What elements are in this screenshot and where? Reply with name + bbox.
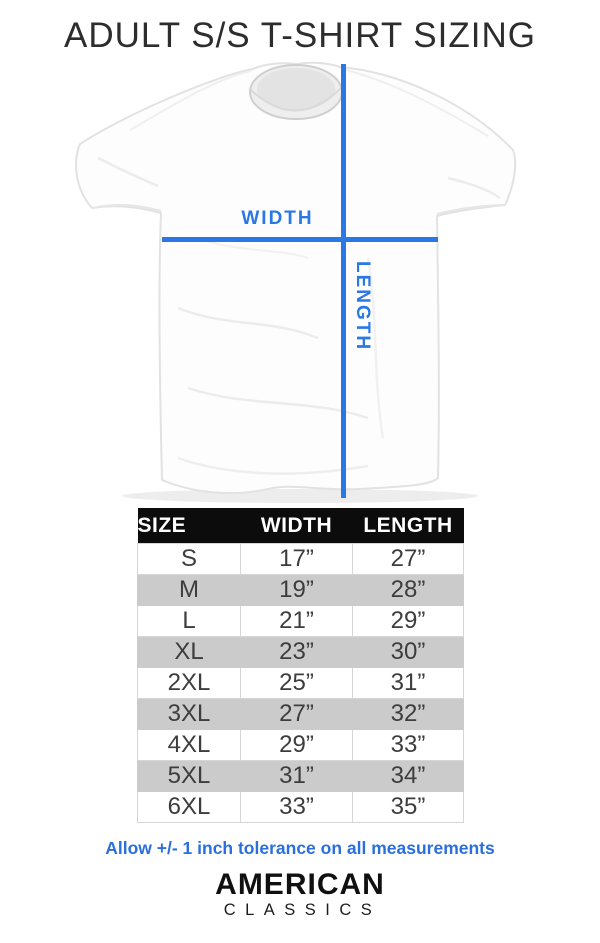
size-chart-table (137, 508, 464, 823)
length-measure-line (341, 64, 346, 498)
size-cell: 2XL (138, 668, 241, 699)
size-cell: M (138, 575, 241, 606)
length-cell: 35” (353, 792, 464, 823)
size-chart-header (138, 508, 464, 544)
table-row (138, 668, 464, 699)
length-cell: 28” (353, 575, 464, 606)
length-cell: 27” (353, 544, 464, 575)
length-label: LENGTH (352, 261, 373, 352)
table-row (138, 761, 464, 792)
table-row (138, 699, 464, 730)
brand-subtitle: CLASSICS (223, 901, 382, 919)
width-measure-line (162, 237, 438, 242)
table-row (138, 575, 464, 606)
length-cell: 31” (353, 668, 464, 699)
size-cell: 5XL (138, 761, 241, 792)
table-row (138, 792, 464, 823)
length-cell: 30” (353, 637, 464, 668)
size-cell: XL (138, 637, 241, 668)
width-cell: 21” (241, 606, 353, 637)
length-cell: 33” (353, 730, 464, 761)
table-row (138, 544, 464, 575)
width-cell: 23” (241, 637, 353, 668)
size-cell: 3XL (138, 699, 241, 730)
size-cell: 4XL (138, 730, 241, 761)
tshirt-diagram (0, 58, 600, 506)
col-header-width: WIDTH (241, 508, 353, 544)
length-cell: 34” (353, 761, 464, 792)
size-cell: 6XL (138, 792, 241, 823)
width-label: WIDTH (241, 208, 314, 229)
tolerance-note: Allow +/- 1 inch tolerance on all measurements (105, 838, 495, 858)
page-title: ADULT S/S T-SHIRT SIZING (64, 16, 536, 55)
col-header-size: SIZE (138, 508, 241, 544)
width-cell: 33” (241, 792, 353, 823)
brand-name: AMERICAN (215, 868, 385, 901)
size-cell: L (138, 606, 241, 637)
table-row (138, 637, 464, 668)
width-cell: 29” (241, 730, 353, 761)
brand-logo (0, 869, 600, 919)
table-row (138, 730, 464, 761)
width-cell: 31” (241, 761, 353, 792)
length-cell: 32” (353, 699, 464, 730)
tshirt-image (68, 58, 532, 506)
width-cell: 17” (241, 544, 353, 575)
col-header-length: LENGTH (353, 508, 464, 544)
width-cell: 19” (241, 575, 353, 606)
table-row (138, 606, 464, 637)
width-cell: 27” (241, 699, 353, 730)
size-cell: S (138, 544, 241, 575)
length-cell: 29” (353, 606, 464, 637)
width-cell: 25” (241, 668, 353, 699)
